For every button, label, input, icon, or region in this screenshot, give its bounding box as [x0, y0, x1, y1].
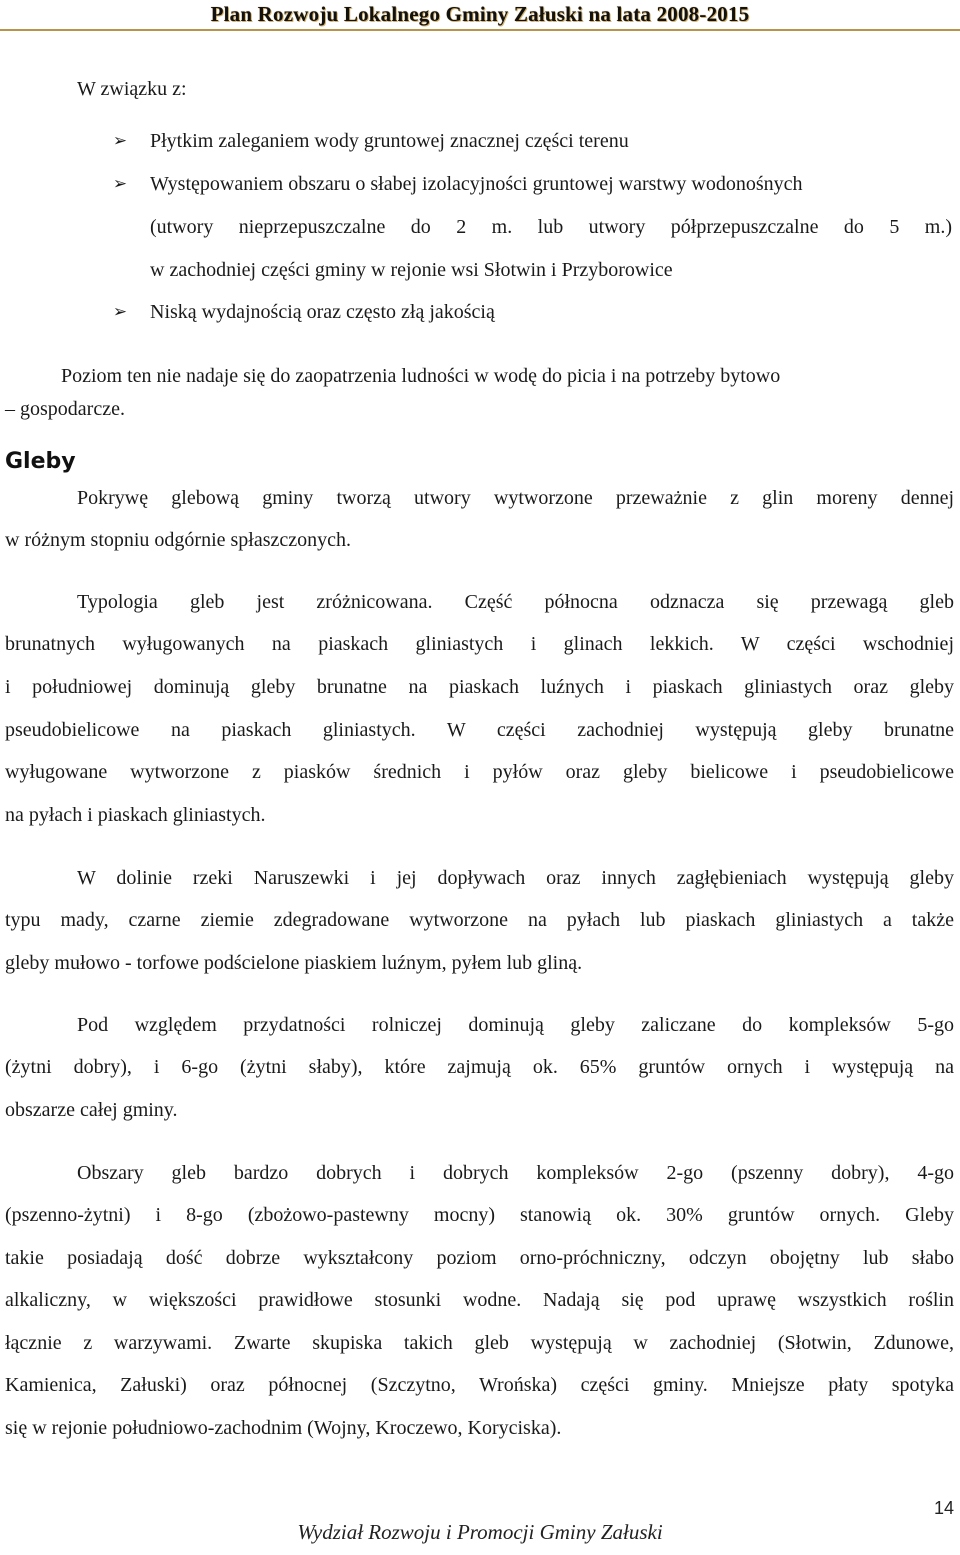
paragraph-line: brunatnych wyługowanych na piaskach gliniastych i glinach lekkich. W części wschodniej [5, 633, 954, 655]
paragraph-line: – gospodarcze. [5, 398, 125, 420]
page-number: 14 [933, 1498, 954, 1518]
paragraph-line: się w rejonie południowo-zachodnim (Wojny, Kroczewo, Koryciska). [5, 1417, 562, 1439]
paragraph-line: Poziom ten nie nadaje się do zaopatrzenia ludności w wodę do picia i na potrzeby bytowo [61, 365, 781, 387]
paragraph-line: Typologia gleb jest zróżnicowana. Część północna odznacza się przewagą gleb [77, 591, 954, 613]
paragraph-line: alkaliczny, w większości prawidłowe stosunki wodne. Nadają się pod uprawę wszystkich roślin [5, 1289, 954, 1311]
bullet-continuation: w zachodniej części gminy w rejonie wsi Słotwin i Przyborowice [150, 259, 673, 281]
arrow-bullet-icon: ➢ [112, 174, 128, 194]
header-rule [0, 29, 960, 31]
intro-text: W związku z: [77, 78, 187, 100]
document-title: Plan Rozwoju Lokalnego Gminy Załuski na lata 2008-2015 [210, 2, 750, 26]
page-header [0, 0, 960, 28]
bullet-text: Płytkim zaleganiem wody gruntowej znacznej części terenu [150, 130, 629, 152]
paragraph-line: obszarze całej gminy. [5, 1099, 178, 1121]
paragraph-line: pseudobielicowe na piaskach gliniastych. W części zachodniej występują gleby brunatne [5, 719, 954, 741]
arrow-bullet-icon: ➢ [112, 302, 128, 322]
paragraph-line: Pod względem przydatności rolniczej dominują gleby zaliczane do kompleksów 5-go [77, 1014, 954, 1036]
bullet-continuation: (utwory nieprzepuszczalne do 2 m. lub utwory półprzepuszczalne do 5 m.) [150, 216, 952, 238]
arrow-bullet-icon: ➢ [112, 131, 128, 151]
paragraph-line: takie posiadają dość dobrze wykształcony poziom orno-próchniczny, odczyn obojętny lub słabo [5, 1247, 954, 1269]
paragraph-line: łącznie z warzywami. Zwarte skupiska takich gleb występują w zachodniej (Słotwin, Zdunowe, [5, 1332, 954, 1354]
paragraph-line: W dolinie rzeki Naruszewki i jej dopływach oraz innych zagłębieniach występują gleby [77, 867, 954, 889]
paragraph-line: typu mady, czarne ziemie zdegradowane wytworzone na pyłach lub piaskach gliniastych a także [5, 909, 954, 931]
section-heading: Gleby [5, 449, 76, 474]
paragraph-line: w różnym stopniu odgórnie spłaszczonych. [5, 529, 352, 551]
paragraph-line: Obszary gleb bardzo dobrych i dobrych kompleksów 2-go (pszenny dobry), 4-go [77, 1162, 954, 1184]
bullet-text: Niską wydajnością oraz często złą jakością [150, 301, 495, 323]
paragraph-line: Pokrywę glebową gminy tworzą utwory wytworzone przeważnie z glin moreny dennej [77, 487, 954, 509]
bullet-text: Występowaniem obszaru o słabej izolacyjności gruntowej warstwy wodonośnych [150, 173, 803, 195]
page-footer: Wydział Rozwoju i Promocji Gminy Załuski [297, 1520, 663, 1544]
paragraph-line: i południowej dominują gleby brunatne na piaskach luźnych i piaskach gliniastych oraz gleby [5, 676, 954, 698]
paragraph-line: gleby mułowo - torfowe podścielone piaskiem luźnym, pyłem lub gliną. [5, 952, 583, 974]
paragraph-line: na pyłach i piaskach gliniastych. [5, 804, 266, 826]
paragraph-line: Kamienica, Załuski) oraz północnej (Szczytno, Wrońska) części gminy. Mniejsze płaty spotyka [5, 1374, 954, 1396]
paragraph-line: (żytni dobry), i 6-go (żytni słaby), które zajmują ok. 65% gruntów ornych i występują na [5, 1056, 954, 1078]
paragraph-line: (pszenno-żytni) i 8-go (zbożowo-pastewny mocny) stanowią ok. 30% gruntów ornych. Gleby [5, 1204, 954, 1226]
paragraph-line: wyługowane wytworzone z piasków średnich i pyłów oraz gleby bielicowe i pseudobielicowe [5, 761, 954, 783]
